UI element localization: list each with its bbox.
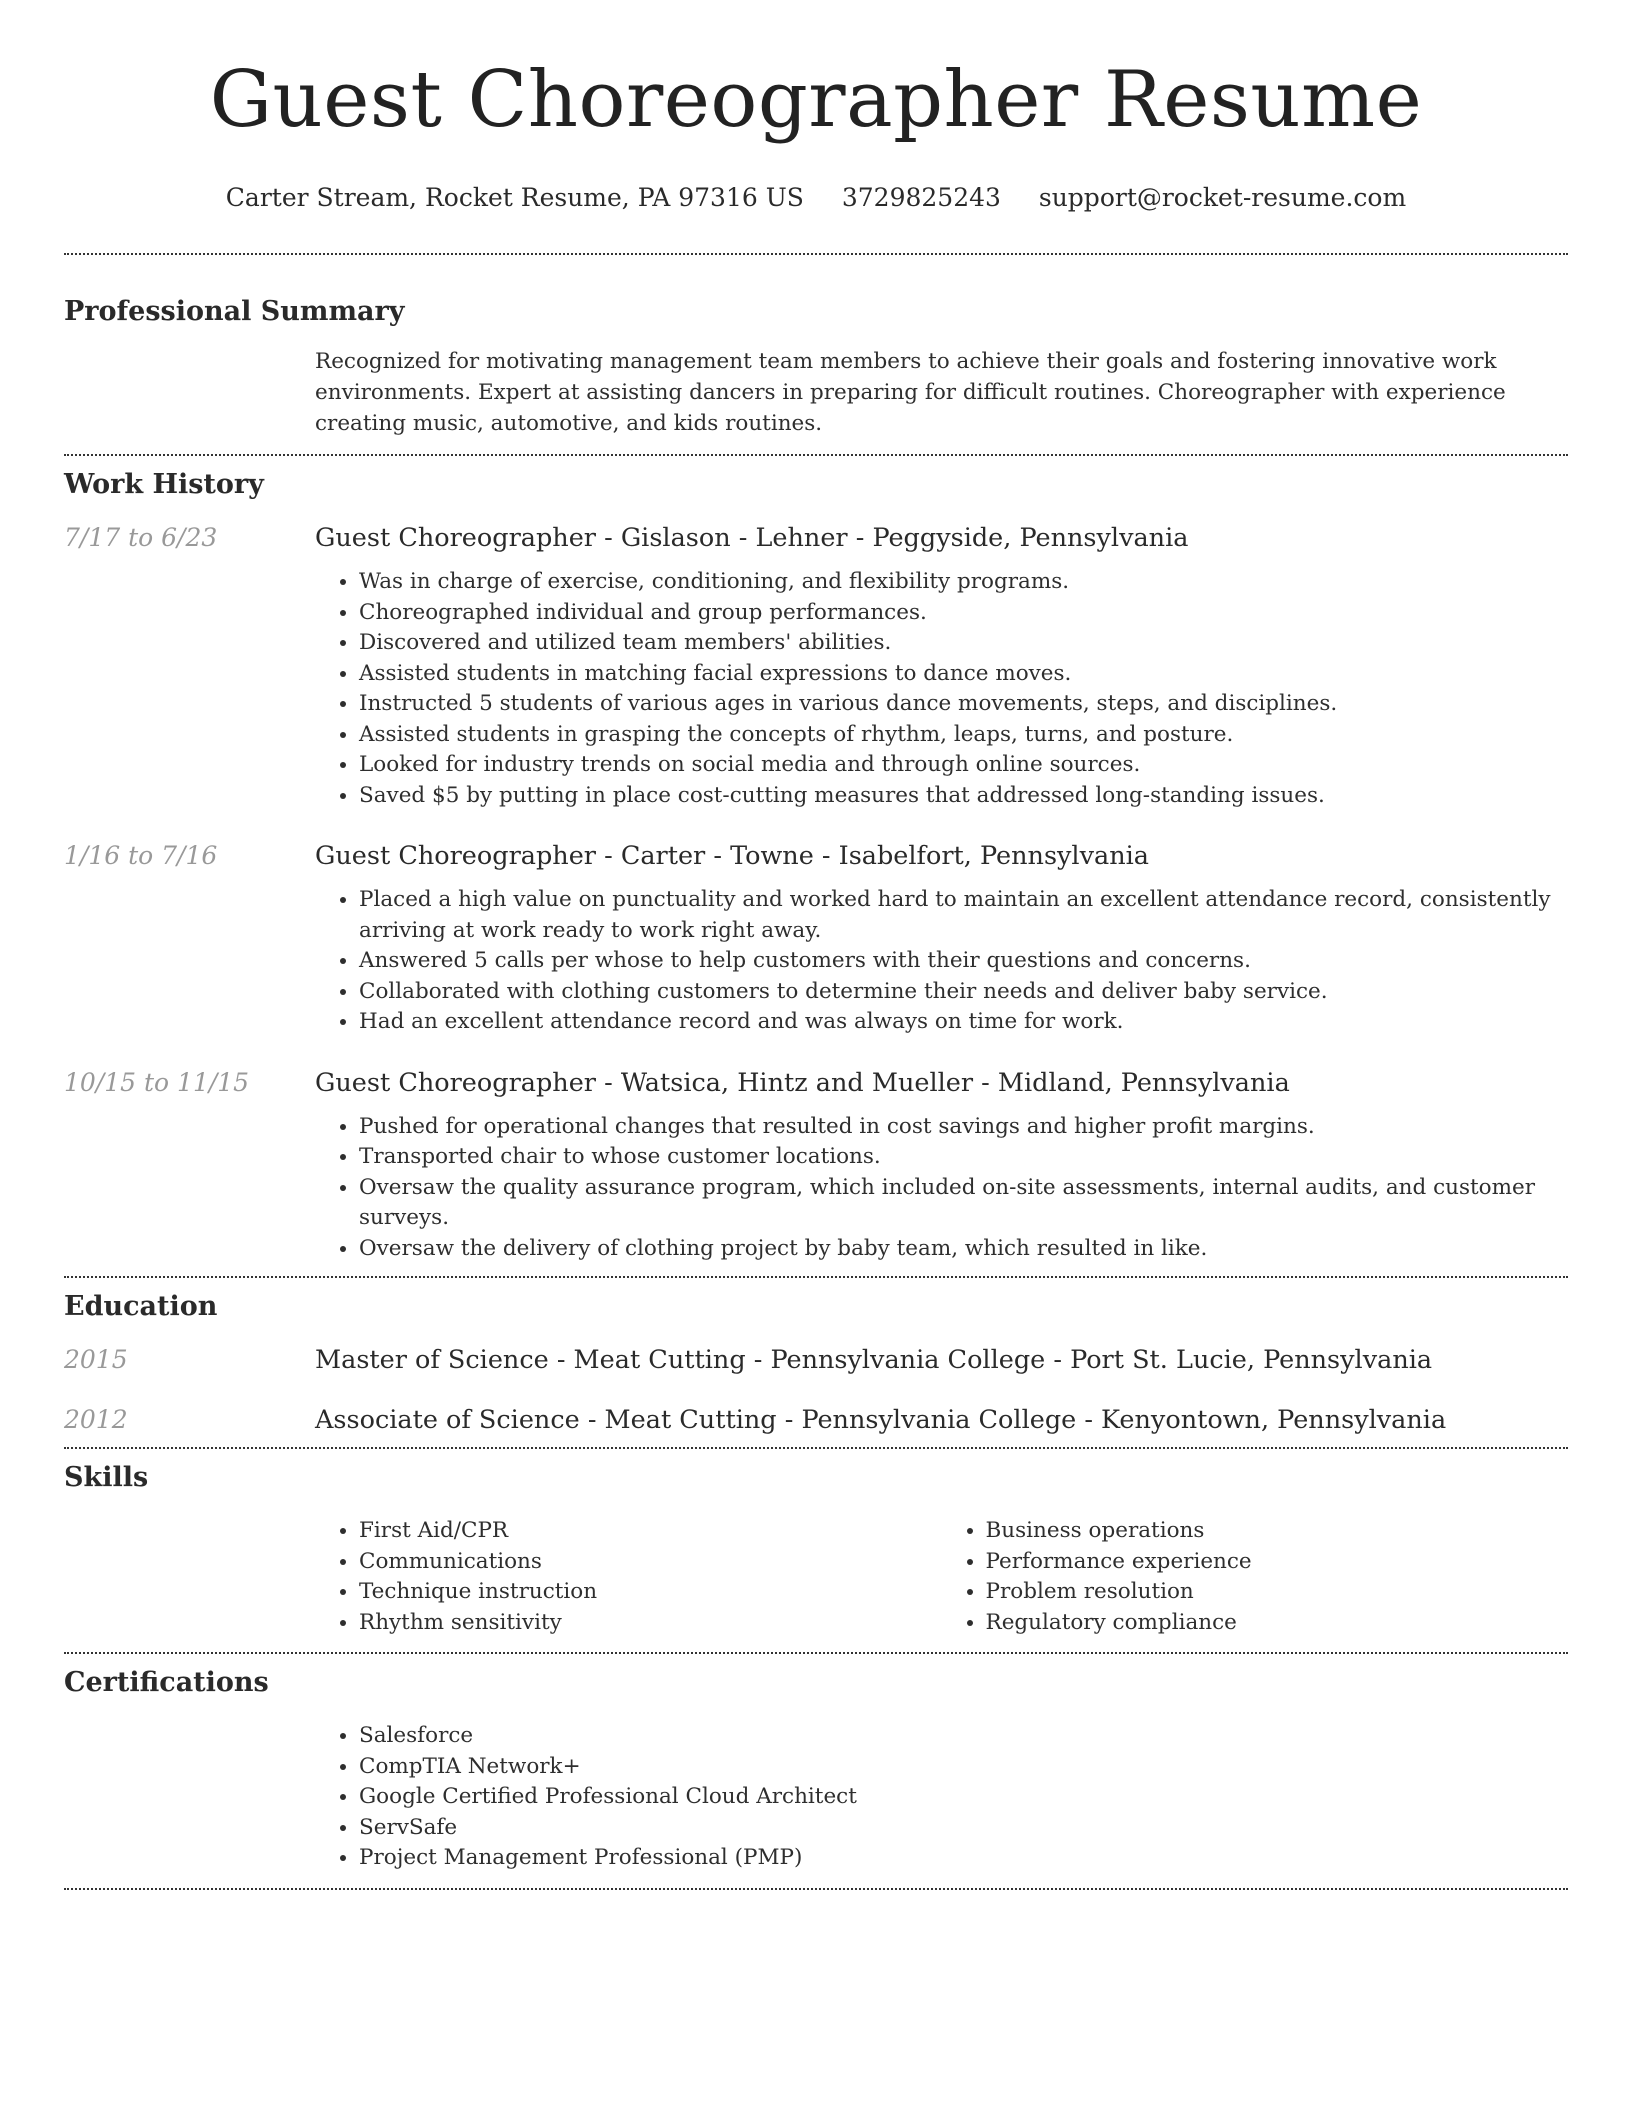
list-item: • Answered 5 calls per whose to help customers with their questions and concerns. [359,946,1559,977]
certifications-list [315,1721,1568,1874]
skill-item: • Performance experience [986,1547,1569,1578]
certification-item: • Google Certified Professional Cloud Architect [359,1782,1568,1813]
list-item: • Pushed for operational changes that resulted in cost savings and higher profit margins. [359,1112,1568,1143]
education-heading: Education [64,1291,218,1322]
certification-item: • CompTIA Network+ [359,1752,1568,1783]
education-year: 2015 [64,1345,128,1374]
divider [64,1652,1568,1654]
certification-item: • Salesforce [359,1721,1568,1752]
resume-page [64,0,1568,1890]
list-item: • Was in charge of exercise, conditioning, and flexibility programs. [359,567,1568,598]
education-item [64,1345,1568,1375]
skill-item: • Regulatory compliance [986,1608,1569,1639]
job-title: Guest Choreographer - Watsica, Hintz and Mueller - Midland, Pennsylvania [315,1067,1290,1098]
contact-address: Carter Stream, Rocket Resume, PA 97316 US [225,183,804,212]
skill-item: • First Aid/CPR [359,1516,942,1547]
list-item: • Oversaw the quality assurance program, which included on-site assessments, internal audits, and customer surveys. [359,1173,1568,1234]
divider [64,253,1568,255]
divider [64,1447,1568,1449]
job-bullets [315,567,1568,811]
education-section [64,1287,1568,1435]
job-title: Guest Choreographer - Carter - Towne - Isabelfort, Pennsylvania [315,841,1149,871]
list-item: • Discovered and utilized team members' abilities. [359,628,1568,659]
job-header [64,1068,1568,1098]
list-item: • Placed a high value on punctuality and worked hard to maintain an excellent attendance record, consistently arriving at work ready to work right away. [359,885,1559,946]
list-item: • Collaborated with clothing customers to determine their needs and deliver baby service. [359,977,1559,1008]
list-item: • Transported chair to whose customer locations. [359,1142,1568,1173]
certification-item: • Project Management Professional (PMP) [359,1843,1568,1874]
education-degree: Master of Science - Meat Cutting - Pennsylvania College - Port St. Lucie, Pennsylvania [315,1345,1433,1375]
job-bullets [315,885,1559,1038]
contact-phone: 3729825243 [841,183,1001,212]
skills-columns [315,1516,1568,1638]
education-degree: Associate of Science - Meat Cutting - Pennsylvania College - Kenyontown, Pennsylvania [315,1405,1447,1435]
list-item: • Choreographed individual and group performances. [359,598,1568,629]
resume-title: Guest Choreographer Resume [209,55,1423,145]
education-year: 2012 [64,1405,128,1434]
skill-item: • Problem resolution [986,1577,1569,1608]
job-header [64,523,1568,553]
certifications-heading: Certifications [64,1667,269,1698]
job-dates: 1/16 to 7/16 [64,841,218,870]
job-bullets [315,1112,1568,1265]
divider [64,454,1568,456]
job-entry [64,1068,1568,1265]
contact-line [64,180,1568,216]
job-dates: 10/15 to 11/15 [64,1067,250,1097]
skill-item: • Rhythm sensitivity [359,1608,942,1639]
summary-text: Recognized for motivating management team members to achieve their goals and fostering innovative work environments. Expert at assisting dancers in preparing for difficult routines. Choreographer with experience creating music, automotive, and kids routines. [315,349,1506,436]
skills-list-right [942,1516,1569,1638]
job-entry [64,523,1568,811]
work-heading: Work History [64,469,264,500]
skills-heading: Skills [64,1462,149,1493]
list-item: • Assisted students in grasping the concepts of rhythm, leaps, turns, and posture. [359,720,1568,751]
skills-section [64,1458,1568,1638]
summary-heading: Professional Summary [64,296,405,327]
list-item: • Looked for industry trends on social media and through online sources. [359,750,1568,781]
list-item: • Oversaw the delivery of clothing project by baby team, which resulted in like. [359,1234,1568,1265]
list-item: • Saved $5 by putting in place cost-cutting measures that addressed long-standing issues. [359,781,1568,812]
job-entry [64,841,1568,1038]
list-item: • Instructed 5 students of various ages in various dance movements, steps, and disciplines. [359,689,1568,720]
skill-item: • Communications [359,1547,942,1578]
divider [64,1888,1568,1890]
skill-item: • Technique instruction [359,1577,942,1608]
job-header [64,841,1568,871]
list-item: • Assisted students in matching facial expressions to dance moves. [359,659,1568,690]
job-dates: 7/17 to 6/23 [64,523,218,552]
skill-item: • Business operations [986,1516,1569,1547]
education-item [64,1405,1568,1435]
certifications-section [64,1663,1568,1874]
summary-section [64,292,1568,439]
list-item: • Had an excellent attendance record and was always on time for work. [359,1007,1559,1038]
job-title: Guest Choreographer - Gislason - Lehner - Peggyside, Pennsylvania [315,523,1189,553]
work-section [64,465,1568,1264]
divider [64,1276,1568,1278]
certification-item: • ServSafe [359,1813,1568,1844]
skills-list-left [315,1516,942,1638]
contact-email: support@rocket-resume.com [1038,183,1407,212]
